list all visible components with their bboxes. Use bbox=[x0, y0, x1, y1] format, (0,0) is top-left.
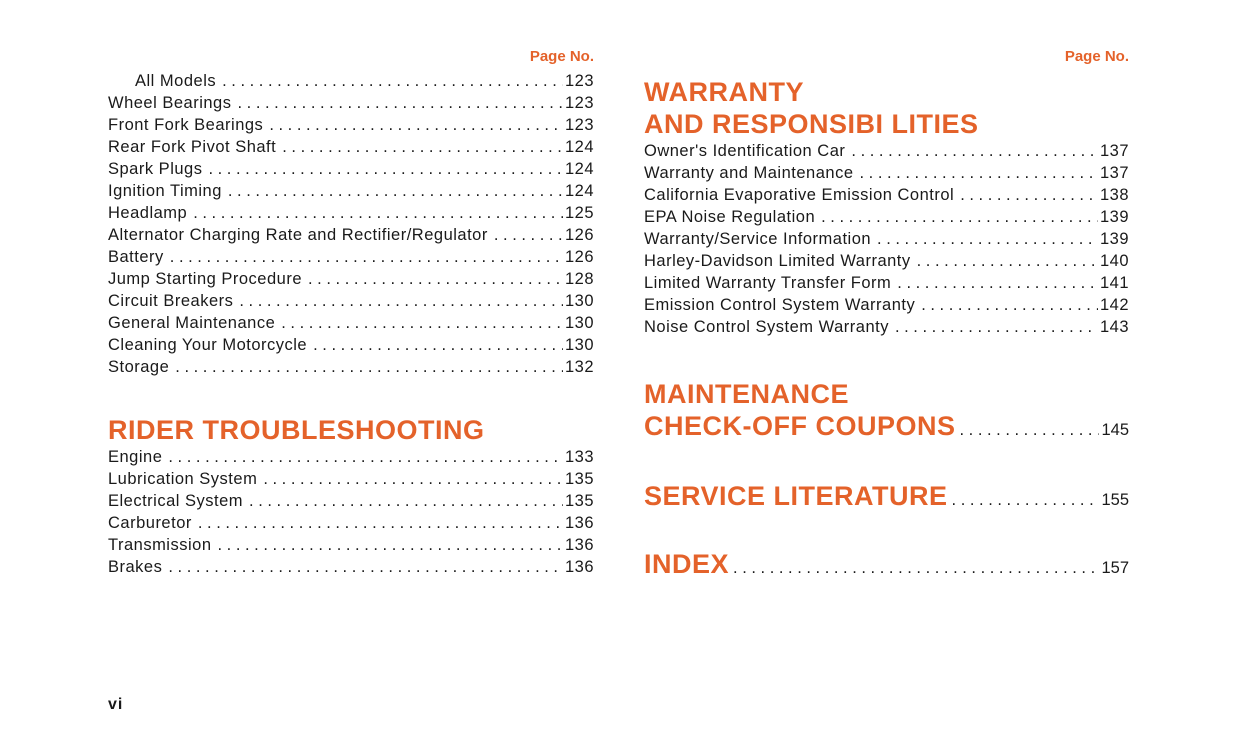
page-folio: vi bbox=[108, 696, 124, 713]
toc-entry[interactable]: Harley-Davidson Limited Warranty . . . 140 bbox=[644, 250, 1129, 272]
toc-entry[interactable]: Warranty/Service Information . . . 139 bbox=[644, 228, 1129, 250]
page-no-header-left: Page No. bbox=[529, 48, 594, 65]
toc-entry[interactable]: Rear Fork Pivot Shaft . . . 124 bbox=[108, 136, 594, 158]
page-number: 157 bbox=[1101, 559, 1129, 577]
toc-left-column bbox=[108, 44, 594, 578]
page-no-header-right: Page No. bbox=[1064, 48, 1129, 65]
toc-entry-index[interactable] bbox=[644, 548, 1129, 580]
toc-entry[interactable]: Circuit Breakers . . . 130 bbox=[108, 290, 594, 312]
toc-entry[interactable]: Owner's Identification Car . . . 137 bbox=[644, 140, 1129, 162]
section-heading-warranty: WARRANTY bbox=[644, 77, 804, 107]
toc-entry[interactable]: California Evaporative Emission Control . . . 138 bbox=[644, 184, 1129, 206]
toc-entry[interactable]: Carburetor . . . 136 bbox=[108, 512, 594, 534]
toc-entry[interactable]: Headlamp . . . 125 bbox=[108, 202, 594, 224]
toc-list-warranty bbox=[644, 140, 1129, 338]
toc-list-troubleshooting bbox=[108, 446, 594, 578]
toc-entry[interactable]: Battery . . . 126 bbox=[108, 246, 594, 268]
toc-entry[interactable]: Emission Control System Warranty . . . 142 bbox=[644, 294, 1129, 316]
toc-entry[interactable]: Ignition Timing . . . 124 bbox=[108, 180, 594, 202]
section-heading-responsibilities: AND RESPONSIBI LITIES bbox=[644, 109, 979, 139]
toc-right-column bbox=[644, 44, 1129, 580]
toc-list-left bbox=[108, 70, 594, 378]
toc-entry[interactable]: Brakes . . . 136 bbox=[108, 556, 594, 578]
toc-entry[interactable]: Lubrication System . . . 135 bbox=[108, 468, 594, 490]
toc-entry[interactable]: EPA Noise Regulation . . . 139 bbox=[644, 206, 1129, 228]
section-heading-check-off-coupons: CHECK-OFF COUPONS bbox=[644, 411, 956, 441]
page-number: 145 bbox=[1101, 421, 1129, 439]
toc-entry-maintenance-coupons[interactable] bbox=[644, 410, 1129, 442]
toc-entry[interactable]: Spark Plugs . . . 124 bbox=[108, 158, 594, 180]
toc-entry[interactable]: Electrical System . . . 135 bbox=[108, 490, 594, 512]
page-number: 155 bbox=[1101, 491, 1129, 509]
toc-entry[interactable]: Wheel Bearings . . . 123 bbox=[108, 92, 594, 114]
toc-entry-service-literature[interactable] bbox=[644, 480, 1129, 512]
toc-entry[interactable]: Noise Control System Warranty . . . 143 bbox=[644, 316, 1129, 338]
toc-entry[interactable]: Jump Starting Procedure . . . 128 bbox=[108, 268, 594, 290]
toc-entry[interactable]: Storage . . . 132 bbox=[108, 356, 594, 378]
section-heading-service-literature: SERVICE LITERATURE bbox=[644, 481, 948, 511]
toc-entry[interactable]: General Maintenance . . . 130 bbox=[108, 312, 594, 334]
toc-entry[interactable]: Limited Warranty Transfer Form . . . 141 bbox=[644, 272, 1129, 294]
toc-entry[interactable]: Front Fork Bearings . . . 123 bbox=[108, 114, 594, 136]
toc-entry[interactable]: All Models . . . 123 bbox=[108, 70, 594, 92]
section-heading-index: INDEX bbox=[644, 549, 730, 579]
toc-entry[interactable]: Engine . . . 133 bbox=[108, 446, 594, 468]
toc-entry[interactable]: Cleaning Your Motorcycle . . . 130 bbox=[108, 334, 594, 356]
toc-entry[interactable]: Transmission . . . 136 bbox=[108, 534, 594, 556]
toc-entry[interactable]: Alternator Charging Rate and Rectifier/Regulator . . . 126 bbox=[108, 224, 594, 246]
toc-entry[interactable]: Warranty and Maintenance . . . 137 bbox=[644, 162, 1129, 184]
section-heading-rider-troubleshooting: RIDER TROUBLESHOOTING bbox=[108, 415, 485, 445]
section-heading-maintenance: MAINTENANCE bbox=[644, 379, 849, 409]
